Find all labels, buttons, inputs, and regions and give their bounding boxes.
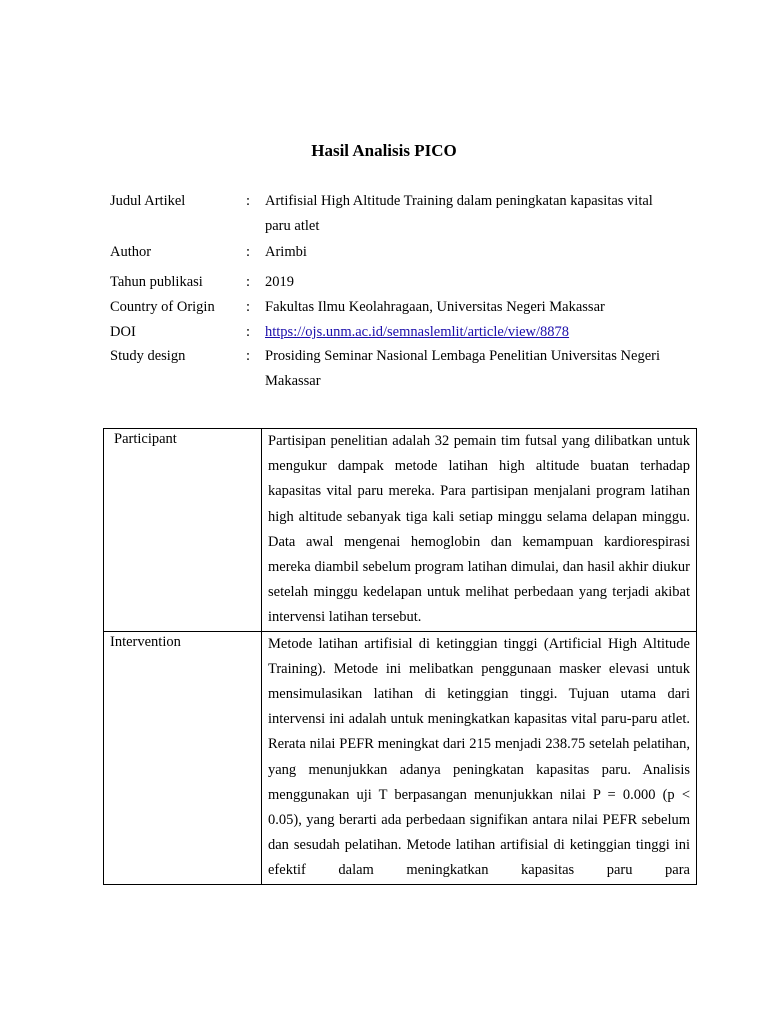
pico-row-intervention: [104, 631, 697, 884]
pico-text: Metode latihan artifisial di ketinggian tinggi (Artificial High Altitude Training). Metode ini melibatkan penggunaan masker elevasi untuk mensimulasikan latihan di ketinggian tinggi. Tujuan utama dari intervensi ini adalah untuk meningkatkan kapasitas vital paru-paru atlet. Rerata nilai PEFR meningkat dari 215 menjadi 238.75 setelah pelatihan, yang menunjukkan adanya peningkatan kapasitas paru. Analisis menggunakan uji T berpasangan menunjukkan nilai P = 0.000 (p < 0.05), yang berarti ada perbedaan signifikan antara nilai PEFR sebelum dan sesudah pelatihan. Metode latihan artifisial di ketinggian tinggi ini efektif dalam meningkatkan kapasitas paru para: [268, 635, 690, 879]
metadata-label: Judul Artikel: [110, 193, 186, 209]
pico-label: Intervention: [110, 633, 181, 650]
metadata-colon: :: [246, 274, 251, 290]
metadata-label: Author: [110, 244, 152, 260]
metadata-value: Fakultas Ilmu Keolahragaan, Universitas Negeri Makassar: [265, 299, 605, 315]
document-title: Hasil Analisis PICO: [311, 141, 457, 160]
metadata-label: Tahun publikasi: [110, 274, 203, 290]
pico-row-participant: [104, 429, 697, 632]
pico-label: Participant: [114, 431, 177, 447]
metadata-value: [265, 320, 685, 345]
metadata-value: Artifisial High Altitude Training dalam peningkatan kapasitas vital paru atlet: [265, 193, 653, 234]
pico-text-cell: [262, 429, 697, 632]
metadata-colon: :: [246, 244, 251, 260]
doi-link[interactable]: https://ojs.unm.ac.id/semnaslemlit/article/view/8878: [265, 324, 570, 340]
pico-label-cell: [104, 429, 262, 632]
metadata-label: DOI: [110, 324, 136, 340]
metadata-label: Study design: [110, 348, 186, 364]
pico-text-cell: [262, 631, 697, 884]
metadata-colon: :: [246, 193, 251, 209]
metadata-colon: :: [246, 348, 251, 364]
metadata-value: 2019: [265, 274, 294, 290]
metadata-colon: :: [246, 324, 251, 340]
metadata-value: Arimbi: [265, 244, 307, 260]
metadata-label: Country of Origin: [110, 299, 215, 315]
pico-label-cell: [104, 631, 262, 884]
metadata-value: Prosiding Seminar Nasional Lembaga Penelitian Universitas Negeri Makassar: [265, 348, 660, 389]
pico-text: Partisipan penelitian adalah 32 pemain tim futsal yang dilibatkan untuk mengukur dampak metode latihan high altitude buatan terhadap kapasitas vital paru mereka. Para partisipan menjalani program latihan high altitude sebanyak tiga kali setiap minggu selama delapan minggu. Data awal mengenai hemoglobin dan kemampuan kardiorespirasi mereka diambil sebelum program latihan dimulai, dan hasil akhir diukur setelah minggu kedelapan untuk melihat perbedaan yang terjadi akibat intervensi latihan tersebut.: [268, 433, 690, 626]
pico-table: [103, 428, 697, 885]
metadata-colon: :: [246, 299, 251, 315]
